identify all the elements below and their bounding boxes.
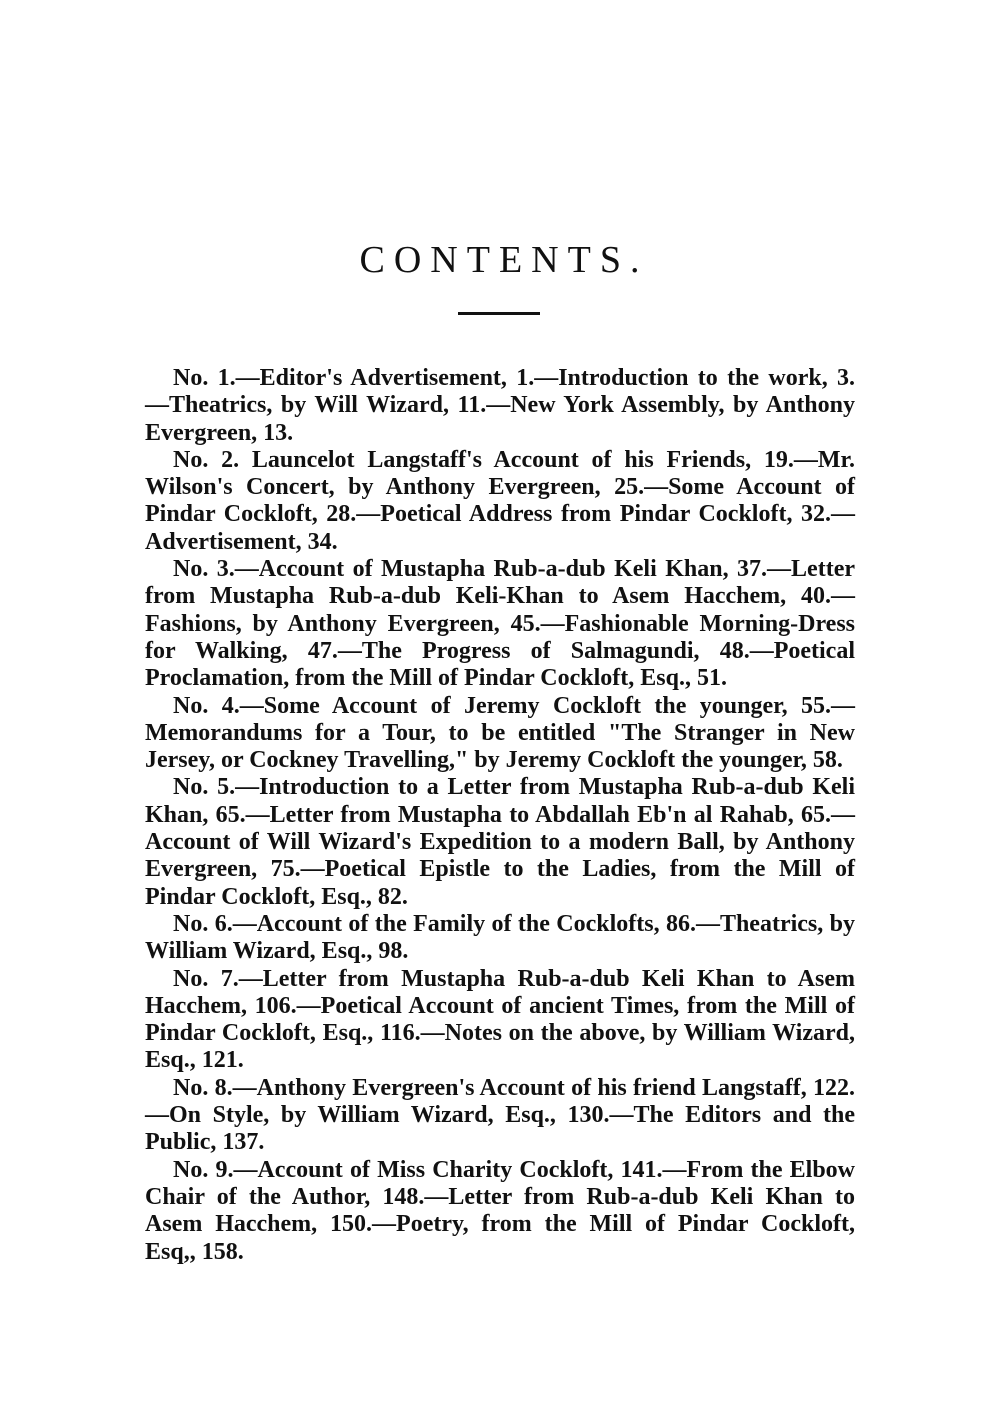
contents-entry-no-3: No. 3.—Account of Mustapha Rub-a-dub Keli Khan, 37.—Letter from Mustapha Rub-a-dub Keli-Khan to Asem Hacchem, 40.—Fashions, by Anthony Evergreen, 45.—Fashionable Morning-Dress for Walking, 47.—The Progress of Salmagundi, 48.—Poetical Proclamation, from the Mill of Pindar Cockloft, Esq., 51. xyxy=(145,556,855,692)
contents-entry-no-5: No. 5.—Introduction to a Letter from Mustapha Rub-a-dub Keli Khan, 65.—Letter from Mustapha to Abdallah Eb'n al Rahab, 65.—Account of Will Wizard's Expedition to a modern Ball, by Anthony Evergreen, 75.—Poetical Epistle to the Ladies, from the Mill of Pindar Cockloft, Esq., 82. xyxy=(145,774,855,910)
page-title: CONTENTS. xyxy=(359,239,649,282)
contents-entry-no-4: No. 4.—Some Account of Jeremy Cockloft the younger, 55.—Memorandums for a Tour, to be entitled "The Stranger in New Jersey, or Cockney Travelling," by Jeremy Cockloft the younger, 58. xyxy=(145,692,855,774)
contents-entry-no-2: No. 2. Launcelot Langstaff's Account of his Friends, 19.—Mr. Wilson's Concert, by Anthony Evergreen, 25.—Some Account of Pindar Cockloft, 28.—Poetical Address from Pindar Cockloft, 32.—Advertisement, 34. xyxy=(145,446,855,555)
contents-list xyxy=(145,365,855,1266)
contents-entry-no-1: No. 1.—Editor's Advertisement, 1.—Introduction to the work, 3.—Theatrics, by Will Wizard, 11.—New York Assembly, by Anthony Evergreen, 13. xyxy=(145,365,855,446)
contents-entry-no-6: No. 6.—Account of the Family of the Cocklofts, 86.—Theatrics, by William Wizard, Esq., 98. xyxy=(145,910,855,965)
contents-entry-no-9: No. 9.—Account of Miss Charity Cockloft, 141.—From the Elbow Chair of the Author, 148.—Letter from Rub-a-dub Keli Khan to Asem Hacchem, 150.—Poetry, from the Mill of Pindar Cockloft, Esq,, 158. xyxy=(145,1156,855,1265)
contents-entry-no-7: No. 7.—Letter from Mustapha Rub-a-dub Keli Khan to Asem Hacchem, 106.—Poetical Account of ancient Times, from the Mill of Pindar Cockloft, Esq., 116.—Notes on the above, by William Wizard, Esq., 121. xyxy=(145,965,855,1074)
contents-entry-no-8: No. 8.—Anthony Evergreen's Account of his friend Langstaff, 122.—On Style, by William Wizard, Esq., 130.—The Editors and the Public, 137. xyxy=(145,1074,855,1156)
title-rule xyxy=(458,312,540,315)
